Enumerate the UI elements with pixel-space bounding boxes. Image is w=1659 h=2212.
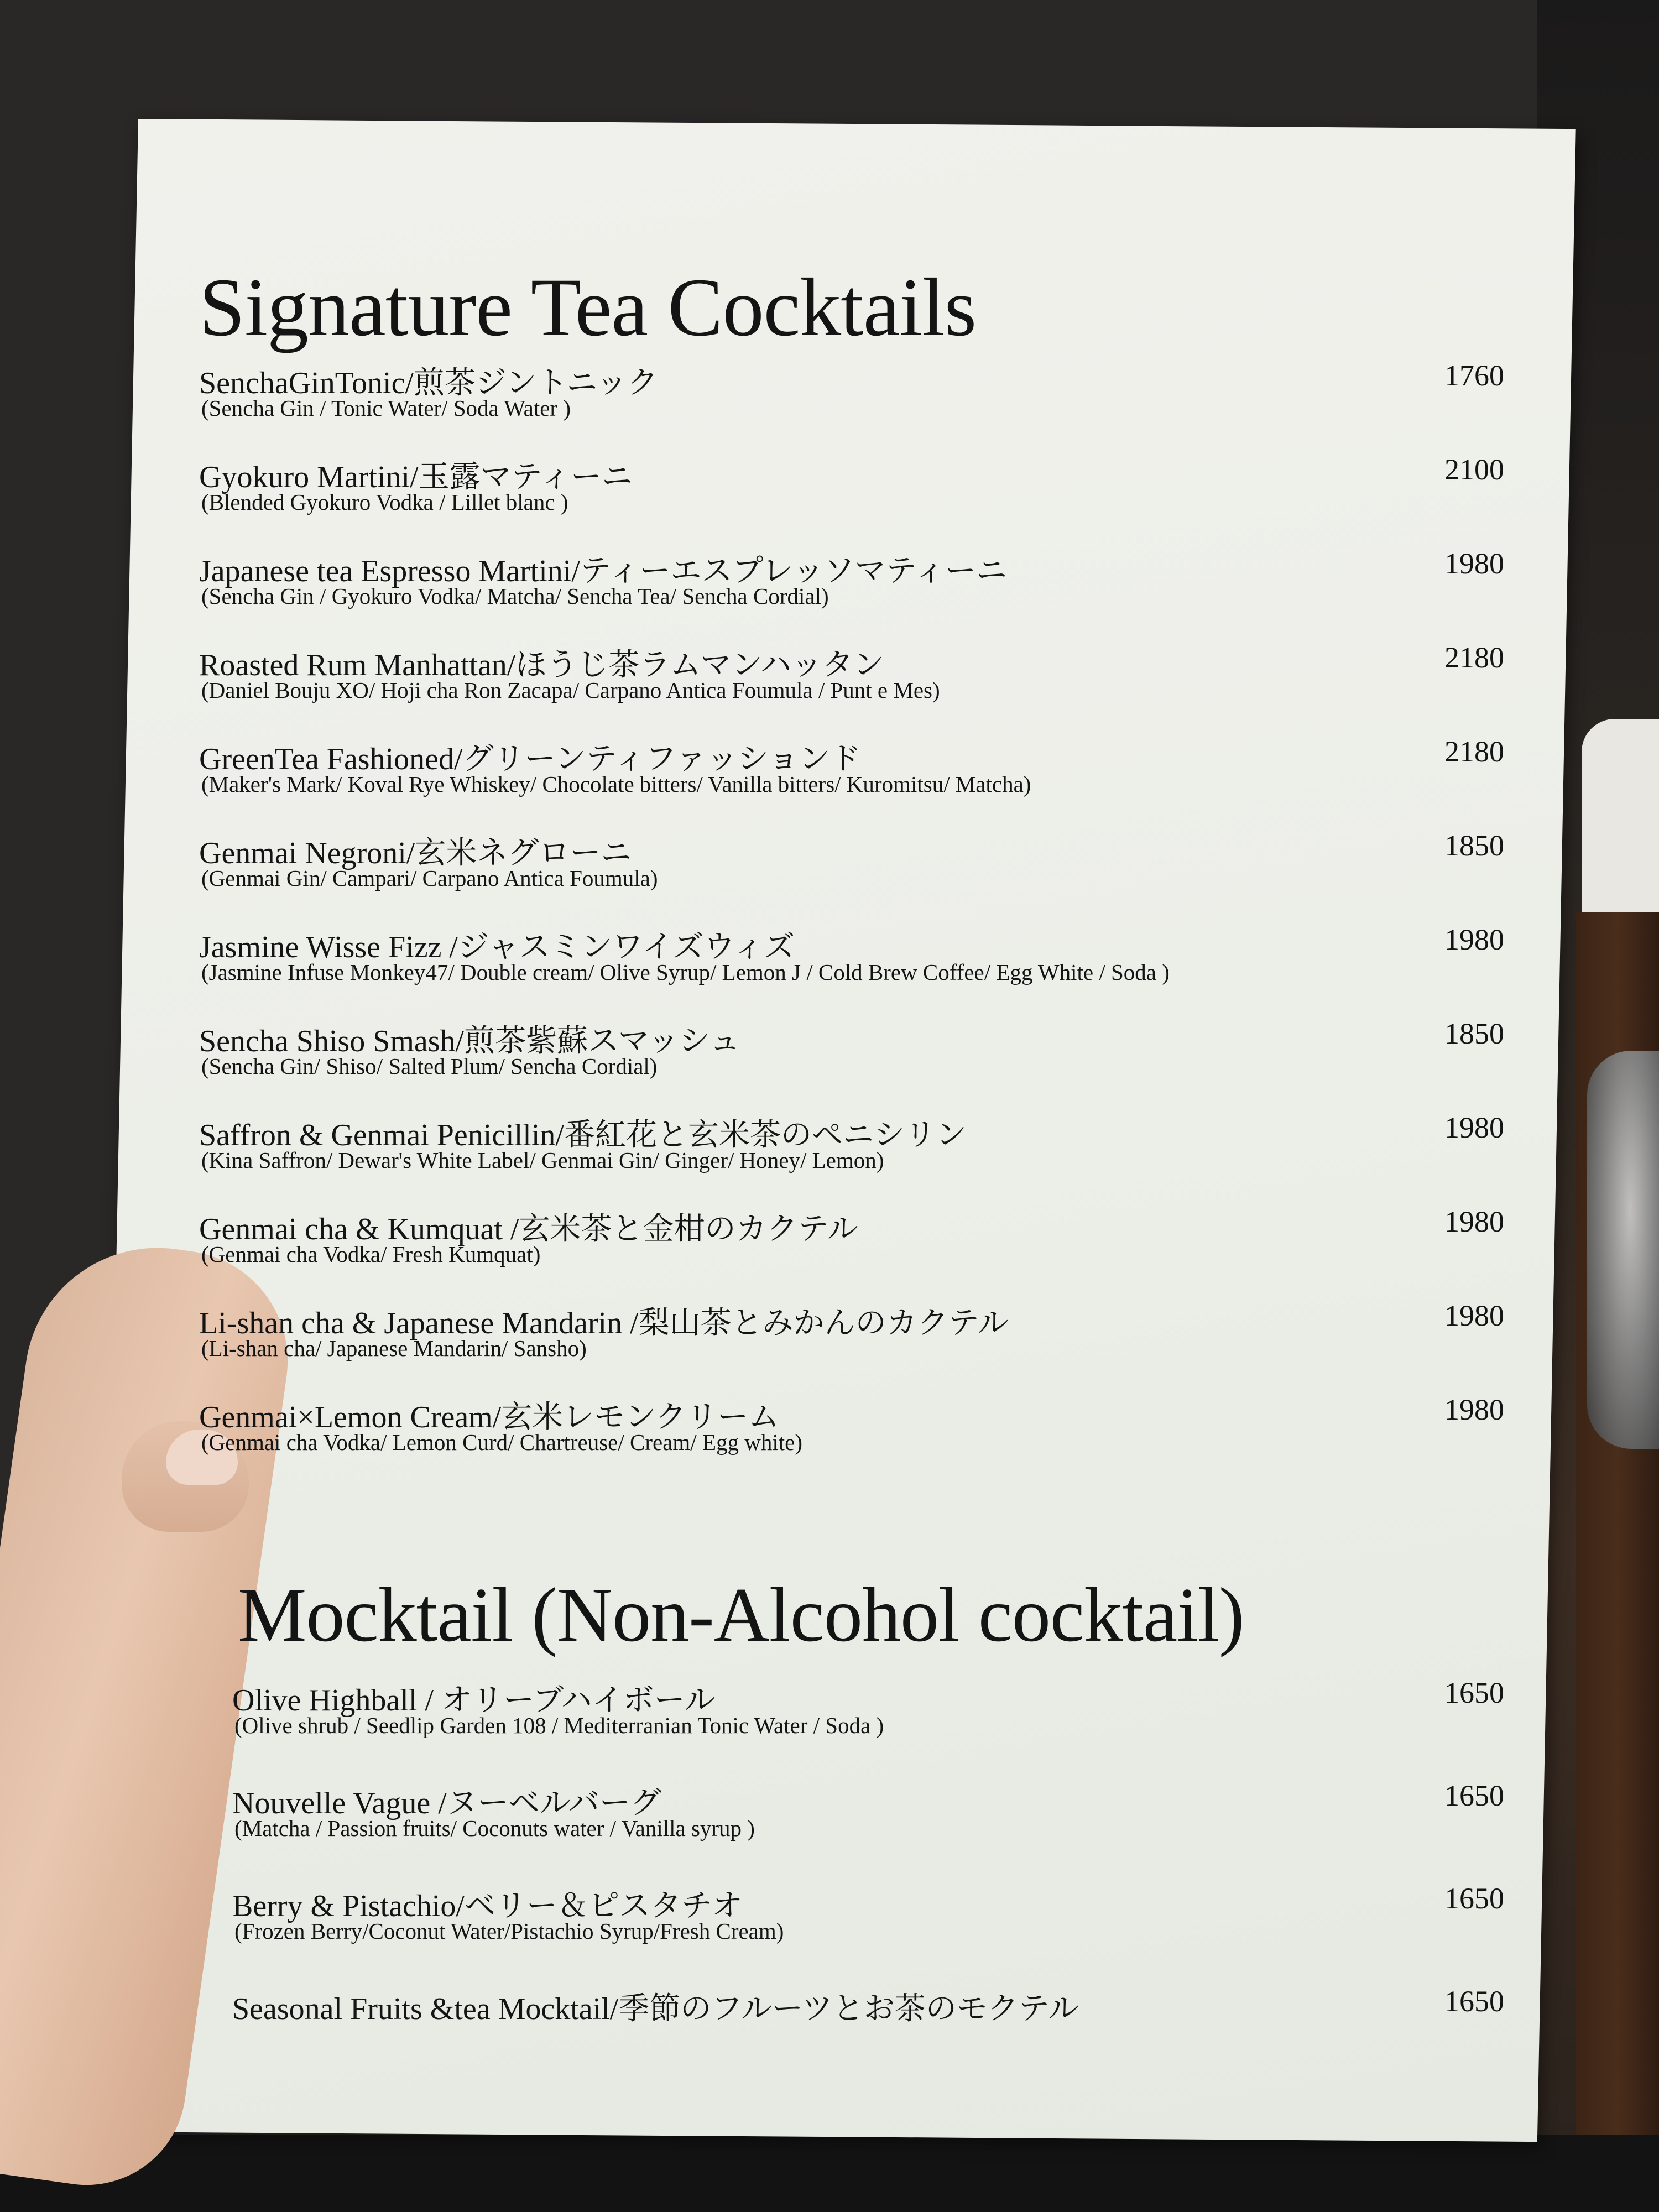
item-price: 2180 (1444, 641, 1504, 674)
item-name: Sencha Shiso Smash/煎茶紫蘇スマッシュ (199, 1024, 740, 1058)
menu-item (199, 922, 1548, 1016)
signature-cocktail-list (199, 358, 1548, 1486)
item-price: 1650 (1444, 1676, 1504, 1709)
item-name: Japanese tea Espresso Martini/ティーエスプレッソマティーニ (199, 554, 1008, 588)
item-ingredients: (Maker's Mark/ Koval Rye Whiskey/ Chocolate bitters/ Vanilla bitters/ Kuromitsu/ Matcha) (201, 771, 1031, 797)
item-name: Berry & Pistachio/ベリー＆ピスタチオ (232, 1889, 743, 1923)
menu-item (232, 1984, 1548, 2087)
item-price: 1980 (1444, 547, 1504, 580)
menu-item (199, 1298, 1548, 1392)
item-name: Seasonal Fruits &tea Mocktail/季節のフルーツとお茶のモクテル (232, 1992, 1079, 2026)
item-ingredients: (Genmai cha Vodka/ Fresh Kumquat) (201, 1241, 541, 1267)
menu-item (199, 546, 1548, 640)
item-name: Genmai cha & Kumquat /玄米茶と金柑のカクテル (199, 1212, 858, 1246)
item-ingredients: (Genmai cha Vodka/ Lemon Curd/ Chartreuse/ Cream/ Egg white) (201, 1430, 802, 1455)
item-ingredients: (Matcha / Passion fruits/ Coconuts water / Vanilla syrup ) (234, 1815, 755, 1841)
menu-item (199, 640, 1548, 734)
item-price: 1850 (1444, 1017, 1504, 1050)
item-name: GreenTea Fashioned/グリーンティファッションド (199, 742, 861, 776)
item-name: Li-shan cha & Japanese Mandarin /梨山茶とみかんのカクテル (199, 1306, 1009, 1340)
menu-item (232, 1881, 1548, 1984)
item-price: 1760 (1444, 359, 1504, 392)
item-price: 1980 (1444, 1205, 1504, 1238)
menu-item (199, 1392, 1548, 1486)
item-price: 1980 (1444, 923, 1504, 956)
item-price: 1650 (1444, 1779, 1504, 1812)
menu-item (232, 1778, 1548, 1881)
item-ingredients: (Li-shan cha/ Japanese Mandarin/ Sansho) (201, 1335, 587, 1361)
item-name: Saffron & Genmai Penicillin/番紅花と玄米茶のペニシリン (199, 1118, 967, 1152)
item-ingredients: (Genmai Gin/ Campari/ Carpano Antica Foumula) (201, 865, 658, 891)
item-price: 1650 (1444, 1882, 1504, 1915)
item-ingredients: (Sencha Gin / Tonic Water/ Soda Water ) (201, 395, 571, 421)
menu-item (199, 828, 1548, 922)
water-glass (1587, 1051, 1659, 1449)
menu-item (199, 734, 1548, 828)
item-price: 1980 (1444, 1393, 1504, 1426)
item-price: 1980 (1444, 1299, 1504, 1332)
background-floor (0, 2135, 1659, 2212)
item-price: 2100 (1444, 453, 1504, 486)
menu-item (199, 358, 1548, 452)
item-ingredients: (Daniel Bouju XO/ Hoji cha Ron Zacapa/ Carpano Antica Foumula / Punt e Mes) (201, 677, 940, 703)
item-price: 1650 (1444, 1985, 1504, 2018)
item-ingredients: (Blended Gyokuro Vodka / Lillet blanc ) (201, 489, 568, 515)
item-name: Nouvelle Vague /ヌーベルバーグ (232, 1786, 661, 1820)
item-ingredients: (Olive shrub / Seedlip Garden 108 / Mediterranian Tonic Water / Soda ) (234, 1713, 884, 1738)
item-price: 2180 (1444, 735, 1504, 768)
item-ingredients: (Frozen Berry/Coconut Water/Pistachio Syrup/Fresh Cream) (234, 1918, 784, 1944)
menu-item (199, 1016, 1548, 1110)
item-name: Jasmine Wisse Fizz /ジャスミンワイズウィズ (199, 930, 795, 964)
item-ingredients: (Sencha Gin/ Shiso/ Salted Plum/ Sencha Cordial) (201, 1053, 658, 1079)
item-name: Genmai×Lemon Cream/玄米レモンクリーム (199, 1400, 780, 1434)
section-title-signature-tea-cocktails: Signature Tea Cocktails (199, 262, 977, 353)
menu-item (232, 1676, 1548, 1778)
item-ingredients: (Jasmine Infuse Monkey47/ Double cream/ Olive Syrup/ Lemon J / Cold Brew Coffee/ Egg White / Soda ) (201, 959, 1170, 985)
mocktail-list (232, 1676, 1548, 2087)
menu-item (199, 1110, 1548, 1204)
item-name: Gyokuro Martini/玉露マティーニ (199, 460, 633, 494)
item-price: 1980 (1444, 1111, 1504, 1144)
item-name: SenchaGinTonic/煎茶ジントニック (199, 366, 659, 400)
item-name: Olive Highball / オリーブハイボール (232, 1683, 716, 1718)
menu-item (199, 452, 1548, 546)
menu-content (199, 260, 1548, 2112)
menu-item (199, 1204, 1548, 1298)
item-name: Roasted Rum Manhattan/ほうじ茶ラムマンハッタン (199, 648, 884, 682)
section-title-mocktail: Mocktail (Non-Alcohol cocktail) (238, 1572, 1244, 1658)
item-name: Genmai Negroni/玄米ネグローニ (199, 836, 632, 870)
item-price: 1850 (1444, 829, 1504, 862)
item-ingredients: (Sencha Gin / Gyokuro Vodka/ Matcha/ Sencha Tea/ Sencha Cordial) (201, 583, 829, 609)
item-ingredients: (Kina Saffron/ Dewar's White Label/ Genmai Gin/ Ginger/ Honey/ Lemon) (201, 1147, 884, 1173)
